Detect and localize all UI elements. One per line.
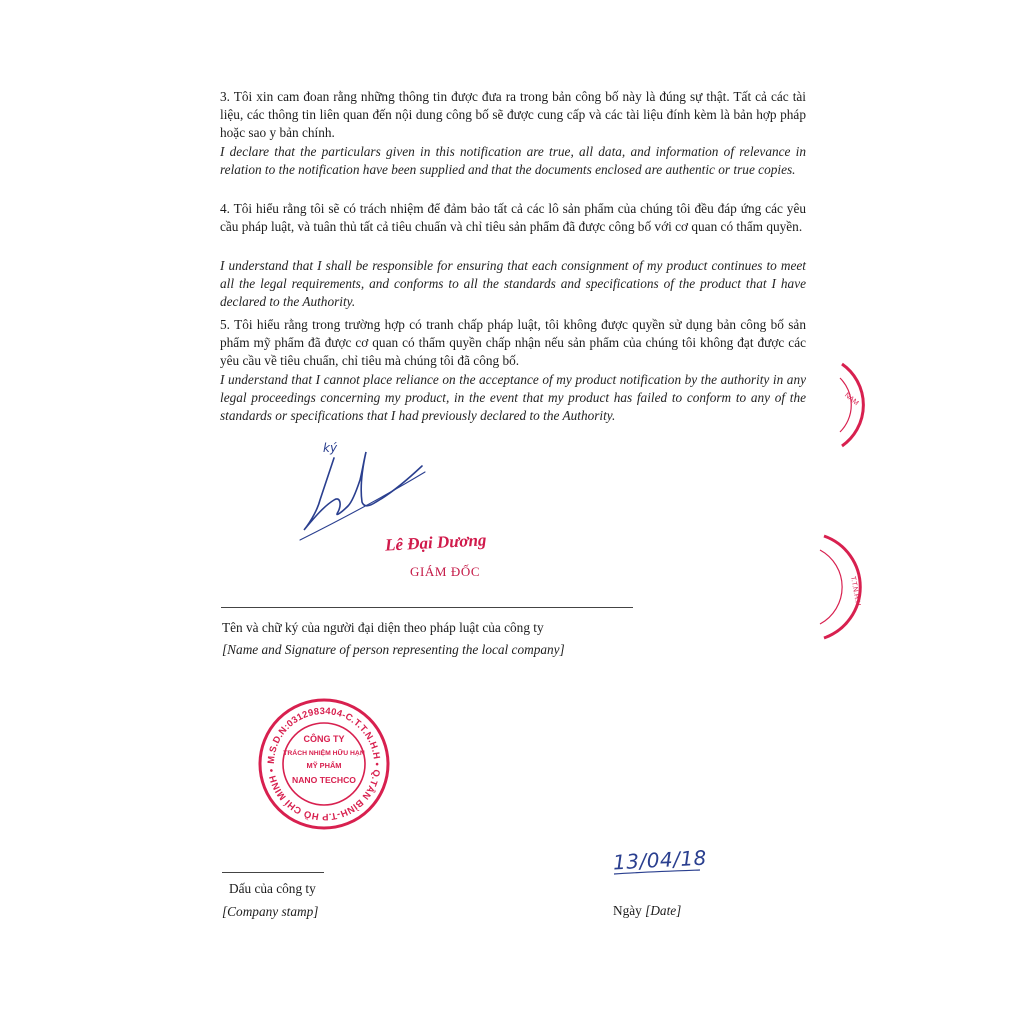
- company-stamp-line3: MỸ PHẨM: [306, 761, 342, 770]
- company-stamp-line2: TRÁCH NHIỆM HỮU HẠN: [283, 750, 365, 757]
- signature-line: [221, 607, 633, 608]
- declaration-4-en: I understand that I shall be responsible for ensuring that each consignment of my product continues to meet all the legal requirements, and conforms to all the standards and specifications of the product that I have declared to the Authority.: [220, 258, 806, 310]
- signer-title-stamp: GIÁM ĐỐC: [410, 564, 481, 579]
- edge-stamp-upper-text: NAM: [843, 391, 860, 408]
- declaration-5-vi: 5. Tôi hiểu rằng trong trường hợp có tranh chấp pháp luật, tôi không được quyền sử dụng bản công bố sản phẩm mỹ phẩm đã được cơ quan có thẩm quyền chấp nhận nếu sản phẩm của chúng tôi không đạt được các yêu cầu về tiêu chuẩn, chỉ tiêu mà chúng tôi đã công bố.: [220, 317, 806, 369]
- handwritten-signature: [290, 430, 440, 550]
- company-stamp-label-en: [Company stamp]: [222, 904, 319, 919]
- edge-stamp-lower: [818, 534, 862, 640]
- date-underline: [612, 870, 702, 876]
- declaration-5-en: I understand that I cannot place reliance on the acceptance of my product notification by the authority in any legal proceedings concerning my product, in the event that my product has failed to conform to any of the standards or specifications that I had previously declared to the Authority.: [220, 372, 806, 424]
- company-stamp-label-vi: Dấu của công ty: [229, 881, 316, 896]
- date-label-vi: Ngày: [613, 903, 642, 918]
- signer-name-stamp: Lê Đại Dương: [384, 530, 487, 555]
- date-label: [613, 903, 681, 919]
- handwritten-date: 13/04/18: [612, 845, 708, 875]
- representative-label-vi: Tên và chữ ký của người đại diện theo pháp luật của công ty: [222, 620, 544, 635]
- representative-label-en: [Name and Signature of person representing the local company]: [222, 642, 565, 657]
- edge-stamp-lower-text: T.T.N.H.H: [849, 575, 862, 607]
- company-stamp-line4: NANO TECHCO: [292, 775, 356, 785]
- company-stamp: [257, 697, 391, 831]
- company-stamp-ring-text: M.S.D.N:0312983404-C.T.T.N.H.H • Q.TÂN BÌNH-T.P HỒ CHÍ MINH •: [264, 704, 384, 824]
- declaration-3-en: I declare that the particulars given in this notification are true, all data, and information of relevance in relation to the notification have been supplied and that the documents enclosed are authentic or true copies.: [220, 144, 806, 178]
- declaration-4-vi: 4. Tôi hiểu rằng tôi sẽ có trách nhiệm để đảm bảo tất cả các lô sản phẩm của chúng tôi đều đáp ứng các yêu cầu pháp luật, và tuân thủ tất cả tiêu chuẩn và chỉ tiêu sản phẩm đã được công bố với cơ quan có thẩm quyền.: [220, 201, 806, 235]
- stamp-line: [222, 872, 324, 873]
- company-stamp-line1: CÔNG TY: [303, 734, 345, 744]
- signature-mark: ký: [323, 441, 338, 455]
- declaration-3-vi: 3. Tôi xin cam đoan rằng những thông tin được đưa ra trong bản công bố này là đúng sự thật. Tất cả các tài liệu, các thông tin liên quan đến nội dung công bố sẽ được cung cấp và các tài liệu đính kèm là bản hợp pháp hoặc sao y bản chính.: [220, 89, 806, 141]
- date-label-en: [Date]: [645, 903, 682, 918]
- edge-stamp-upper: [838, 362, 866, 448]
